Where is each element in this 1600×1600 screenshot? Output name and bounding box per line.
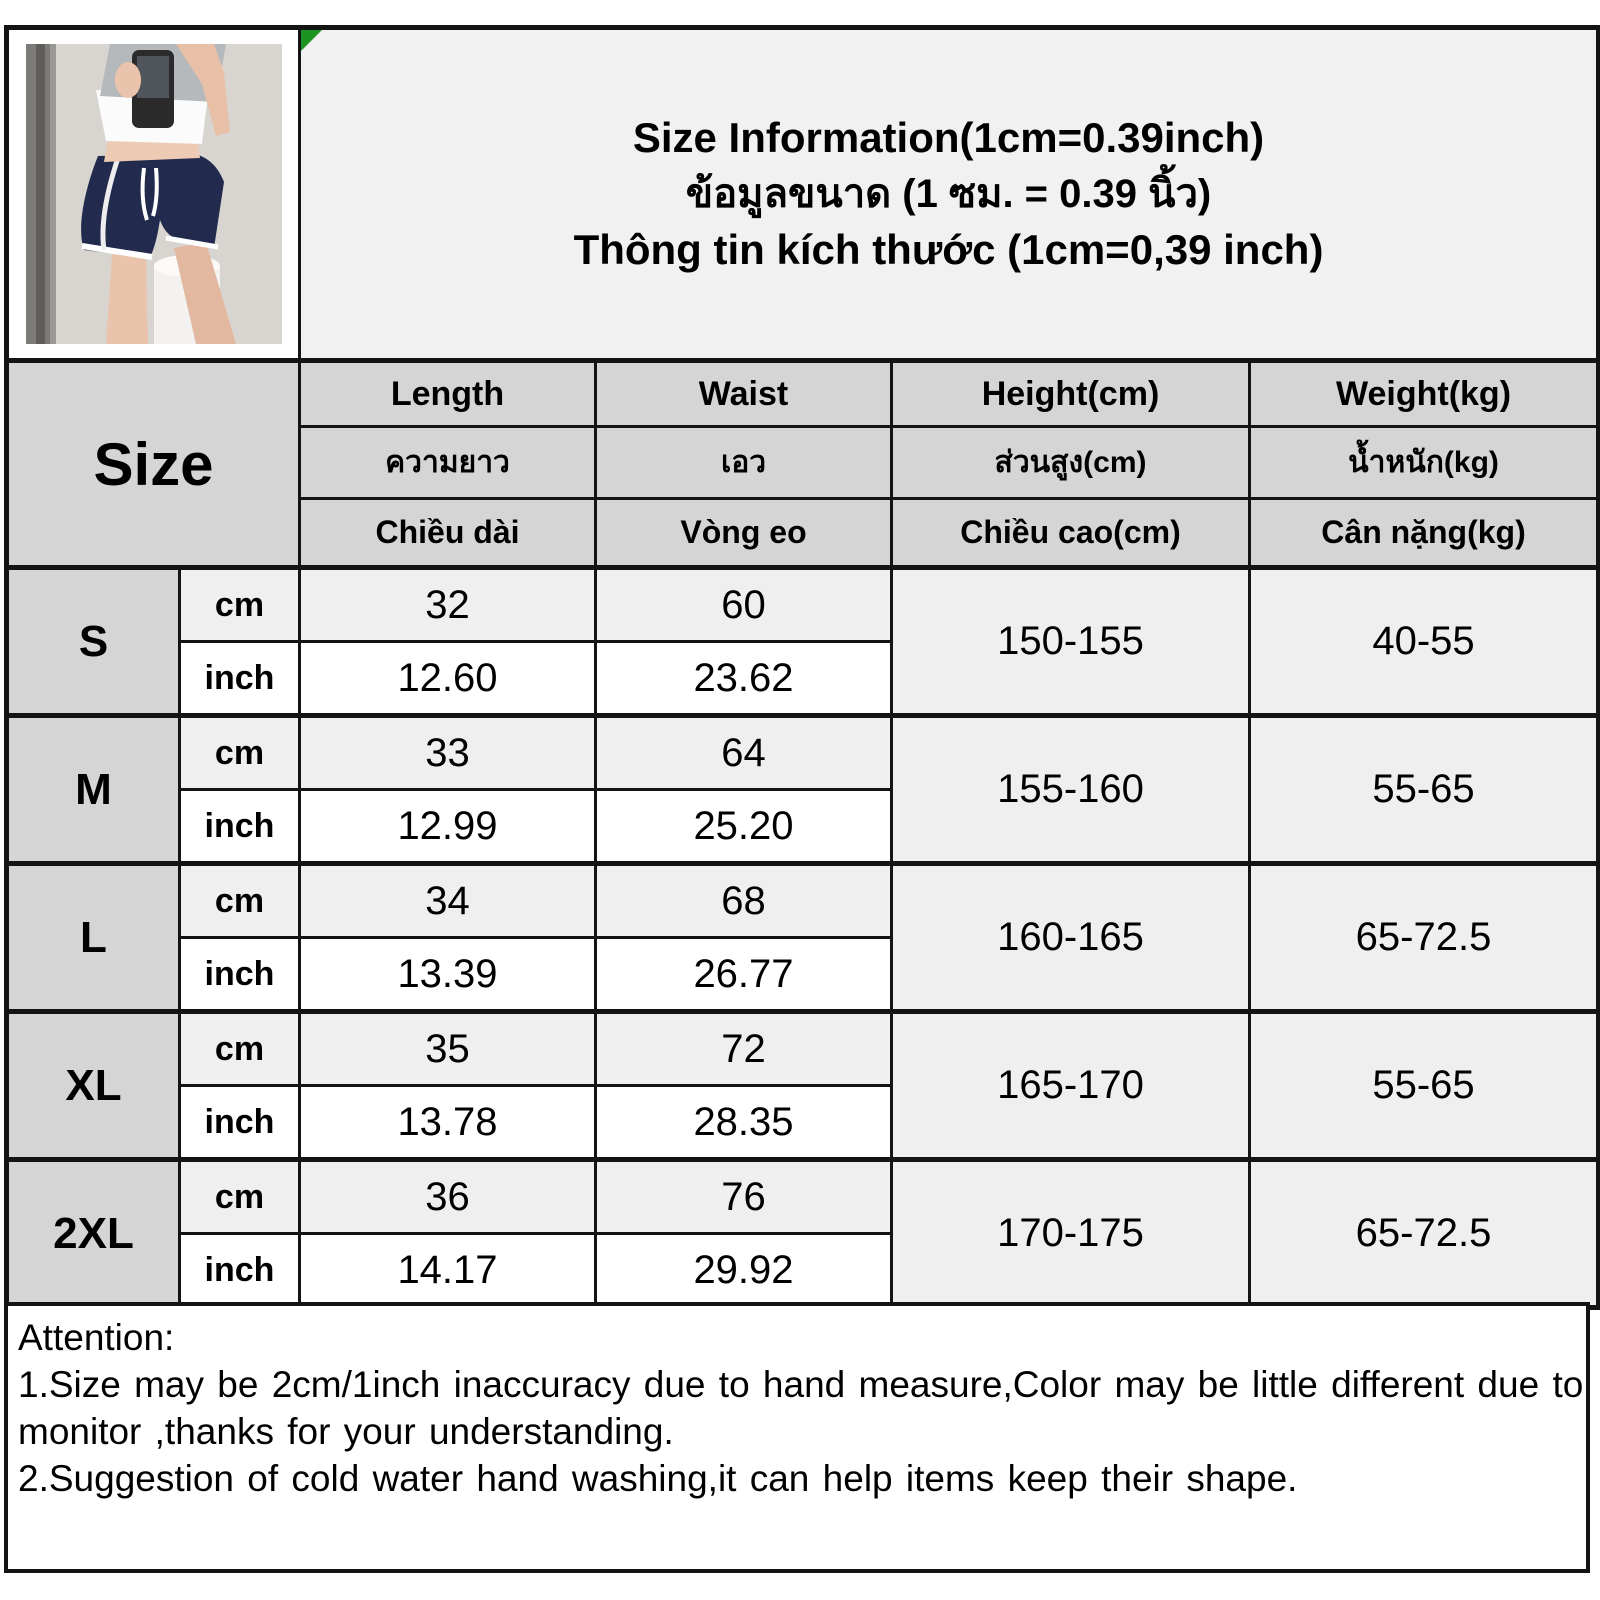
xl-waist-cm: 72	[596, 1012, 892, 1086]
size-label-s: S	[7, 568, 180, 716]
m-weight-range: 55-65	[1250, 716, 1599, 864]
attention-note-1: 1.Size may be 2cm/1inch inaccuracy due to hand measure,Color may be little different due to monitor ,thanks for your understanding.	[18, 1364, 1584, 1452]
2xl-length-inch: 14.17	[300, 1234, 596, 1308]
xl-waist-inch: 28.35	[596, 1086, 892, 1160]
size-label-2xl: 2XL	[7, 1160, 180, 1308]
m-length-cm: 33	[300, 716, 596, 790]
corner-header-size: Size	[7, 361, 300, 568]
col-header-weight-en: Weight(kg)	[1250, 361, 1599, 427]
xl-length-inch: 13.78	[300, 1086, 596, 1160]
unit-cm: cm	[180, 716, 300, 790]
hand	[115, 62, 141, 98]
unit-cm: cm	[180, 864, 300, 938]
l-waist-inch: 26.77	[596, 938, 892, 1012]
l-length-inch: 13.39	[300, 938, 596, 1012]
2xl-length-cm: 36	[300, 1160, 596, 1234]
s-waist-cm: 60	[596, 568, 892, 642]
col-header-weight-vi: Cân nặng(kg)	[1250, 499, 1599, 568]
size-label-m: M	[7, 716, 180, 864]
col-header-height-th: ส่วนสูง(cm)	[892, 427, 1250, 499]
product-photo	[26, 44, 282, 344]
title-vietnamese: Thông tin kích thước (1cm=0,39 inch)	[573, 226, 1324, 273]
col-header-length-en: Length	[300, 361, 596, 427]
unit-inch: inch	[180, 938, 300, 1012]
unit-cm: cm	[180, 568, 300, 642]
unit-inch: inch	[180, 1234, 300, 1308]
size-chart-table	[4, 25, 1600, 1310]
title-english: Size Information(1cm=0.39inch)	[632, 114, 1265, 161]
unit-inch: inch	[180, 790, 300, 864]
col-header-height-vi: Chiều cao(cm)	[892, 499, 1250, 568]
l-waist-cm: 68	[596, 864, 892, 938]
col-header-waist-th: เอว	[596, 427, 892, 499]
col-header-height-en: Height(cm)	[892, 361, 1250, 427]
m-waist-cm: 64	[596, 716, 892, 790]
col-header-weight-th: น้ำหนัก(kg)	[1250, 427, 1599, 499]
attention-box	[4, 1302, 1590, 1573]
attention-note-2: 2.Suggestion of cold water hand washing,it can help items keep their shape.	[18, 1458, 1298, 1499]
green-corner-flag	[301, 30, 322, 51]
s-length-cm: 32	[300, 568, 596, 642]
m-waist-inch: 25.20	[596, 790, 892, 864]
2xl-waist-inch: 29.92	[596, 1234, 892, 1308]
col-header-length-vi: Chiều dài	[300, 499, 596, 568]
product-photo-cell	[7, 28, 300, 361]
s-length-inch: 12.60	[300, 642, 596, 716]
2xl-weight-range: 65-72.5	[1250, 1160, 1599, 1308]
size-label-xl: XL	[7, 1012, 180, 1160]
2xl-waist-cm: 76	[596, 1160, 892, 1234]
unit-inch: inch	[180, 1086, 300, 1160]
col-header-length-th: ความยาว	[300, 427, 596, 499]
attention-heading: Attention:	[18, 1317, 175, 1358]
l-weight-range: 65-72.5	[1250, 864, 1599, 1012]
title-cell	[300, 28, 1599, 361]
xl-weight-range: 55-65	[1250, 1012, 1599, 1160]
l-height-range: 160-165	[892, 864, 1250, 1012]
s-weight-range: 40-55	[1250, 568, 1599, 716]
col-header-waist-vi: Vòng eo	[596, 499, 892, 568]
title-thai: ข้อมูลขนาด (1 ซม. = 0.39 นิ้ว)	[685, 172, 1212, 216]
unit-inch: inch	[180, 642, 300, 716]
leg	[106, 254, 148, 344]
s-waist-inch: 23.62	[596, 642, 892, 716]
m-length-inch: 12.99	[300, 790, 596, 864]
2xl-height-range: 170-175	[892, 1160, 1250, 1308]
size-label-l: L	[7, 864, 180, 1012]
l-length-cm: 34	[300, 864, 596, 938]
s-height-range: 150-155	[892, 568, 1250, 716]
xl-length-cm: 35	[300, 1012, 596, 1086]
unit-cm: cm	[180, 1012, 300, 1086]
unit-cm: cm	[180, 1160, 300, 1234]
m-height-range: 155-160	[892, 716, 1250, 864]
xl-height-range: 165-170	[892, 1012, 1250, 1160]
col-header-waist-en: Waist	[596, 361, 892, 427]
